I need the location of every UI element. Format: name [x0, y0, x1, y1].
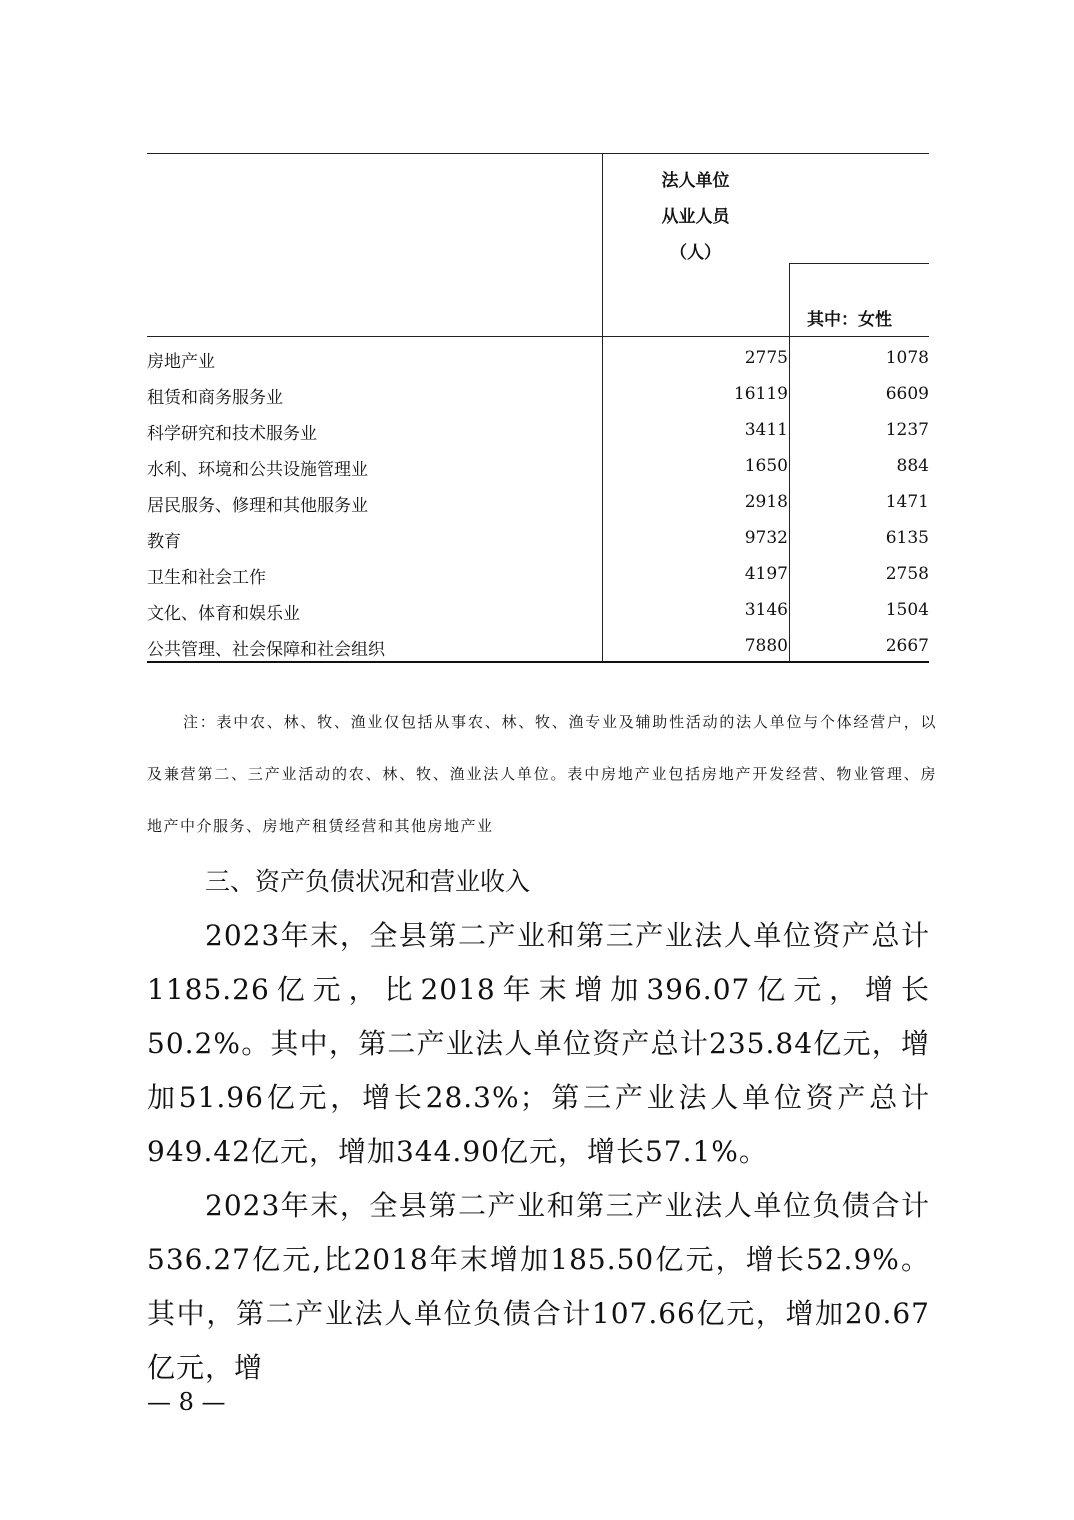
industry-name: 租赁和商务服务业: [147, 388, 283, 408]
employee-count: 3411: [744, 420, 788, 440]
section-heading: 三、资产负债状况和营业收入: [205, 867, 531, 896]
column-header-line: 从业人员: [661, 207, 730, 227]
table-row: [147, 556, 929, 592]
industry-name: 公共管理、社会保障和社会组织: [147, 640, 385, 660]
female-count: 6609: [885, 384, 929, 404]
employee-count: 7880: [744, 636, 788, 656]
industry-name: 水利、环境和公共设施管理业: [147, 460, 368, 480]
body-paragraph: 2023年末，全县第二产业和第三产业法人单位资产总计1185.26亿元，比2018年末增加396.07亿元，增长50.2%。其中，第二产业法人单位资产总计235.84亿元，增加51.96亿元，增长28.3%；第三产业法人单位资产总计949.42亿元，增加344.90亿元，增长57.1%。: [147, 919, 930, 1168]
industry-name: 卫生和社会工作: [147, 568, 266, 588]
table-row: [147, 448, 929, 484]
employee-count: 3146: [744, 600, 788, 620]
table-header-rule: [147, 336, 929, 337]
employee-count: 2918: [744, 492, 788, 512]
table-row: [147, 592, 929, 628]
employee-count: 16119: [733, 384, 788, 404]
female-count: 1078: [885, 348, 929, 368]
employee-count: 4197: [744, 564, 788, 584]
industry-name: 科学研究和技术服务业: [147, 424, 317, 444]
female-count: 1504: [885, 600, 929, 620]
table-row: [147, 520, 929, 556]
industry-name: 教育: [147, 532, 181, 552]
table-top-rule: [147, 153, 929, 154]
employee-count: 9732: [744, 528, 788, 548]
female-count: 2758: [885, 564, 929, 584]
body-paragraph: 2023年末，全县第二产业和第三产业法人单位负债合计536.27亿元,比2018年末增加185.50亿元，增长52.9%。其中，第二产业法人单位负债合计107.66亿元，增加20.67亿元，增: [147, 1189, 930, 1384]
table-body: [147, 340, 929, 664]
employee-count: 1650: [744, 456, 788, 476]
table-row: [147, 628, 929, 664]
column-header-line: （人）: [670, 243, 721, 263]
table-row: [147, 484, 929, 520]
female-count: 1237: [885, 420, 929, 440]
column-header-female: 其中：女性: [807, 310, 892, 330]
table-row: [147, 412, 929, 448]
table-subheader-rule: [789, 263, 929, 264]
female-count: 884: [896, 456, 929, 476]
female-count: 6135: [885, 528, 929, 548]
table-row: [147, 340, 929, 376]
female-count: 1471: [885, 492, 929, 512]
employee-count: 2775: [744, 348, 788, 368]
page-number: — 8 —: [147, 1388, 226, 1416]
table-row: [147, 376, 929, 412]
column-header-employees: [602, 163, 789, 271]
female-count: 2667: [885, 636, 929, 656]
industry-name: 房地产业: [147, 352, 215, 372]
industry-name: 文化、体育和娱乐业: [147, 604, 300, 624]
employment-table: [147, 153, 929, 663]
table-note: 注：表中农、林、牧、渔业仅包括从事农、林、牧、渔专业及辅助性活动的法人单位与个体经营户，以及兼营第二、三产业活动的农、林、牧、渔业法人单位。表中房地产业包括房地产开发经营、物业管理、房地产中介服务、房地产租赁经营和其他房地产业: [147, 713, 937, 835]
industry-name: 居民服务、修理和其他服务业: [147, 496, 368, 516]
column-header-line: 法人单位: [661, 171, 730, 191]
